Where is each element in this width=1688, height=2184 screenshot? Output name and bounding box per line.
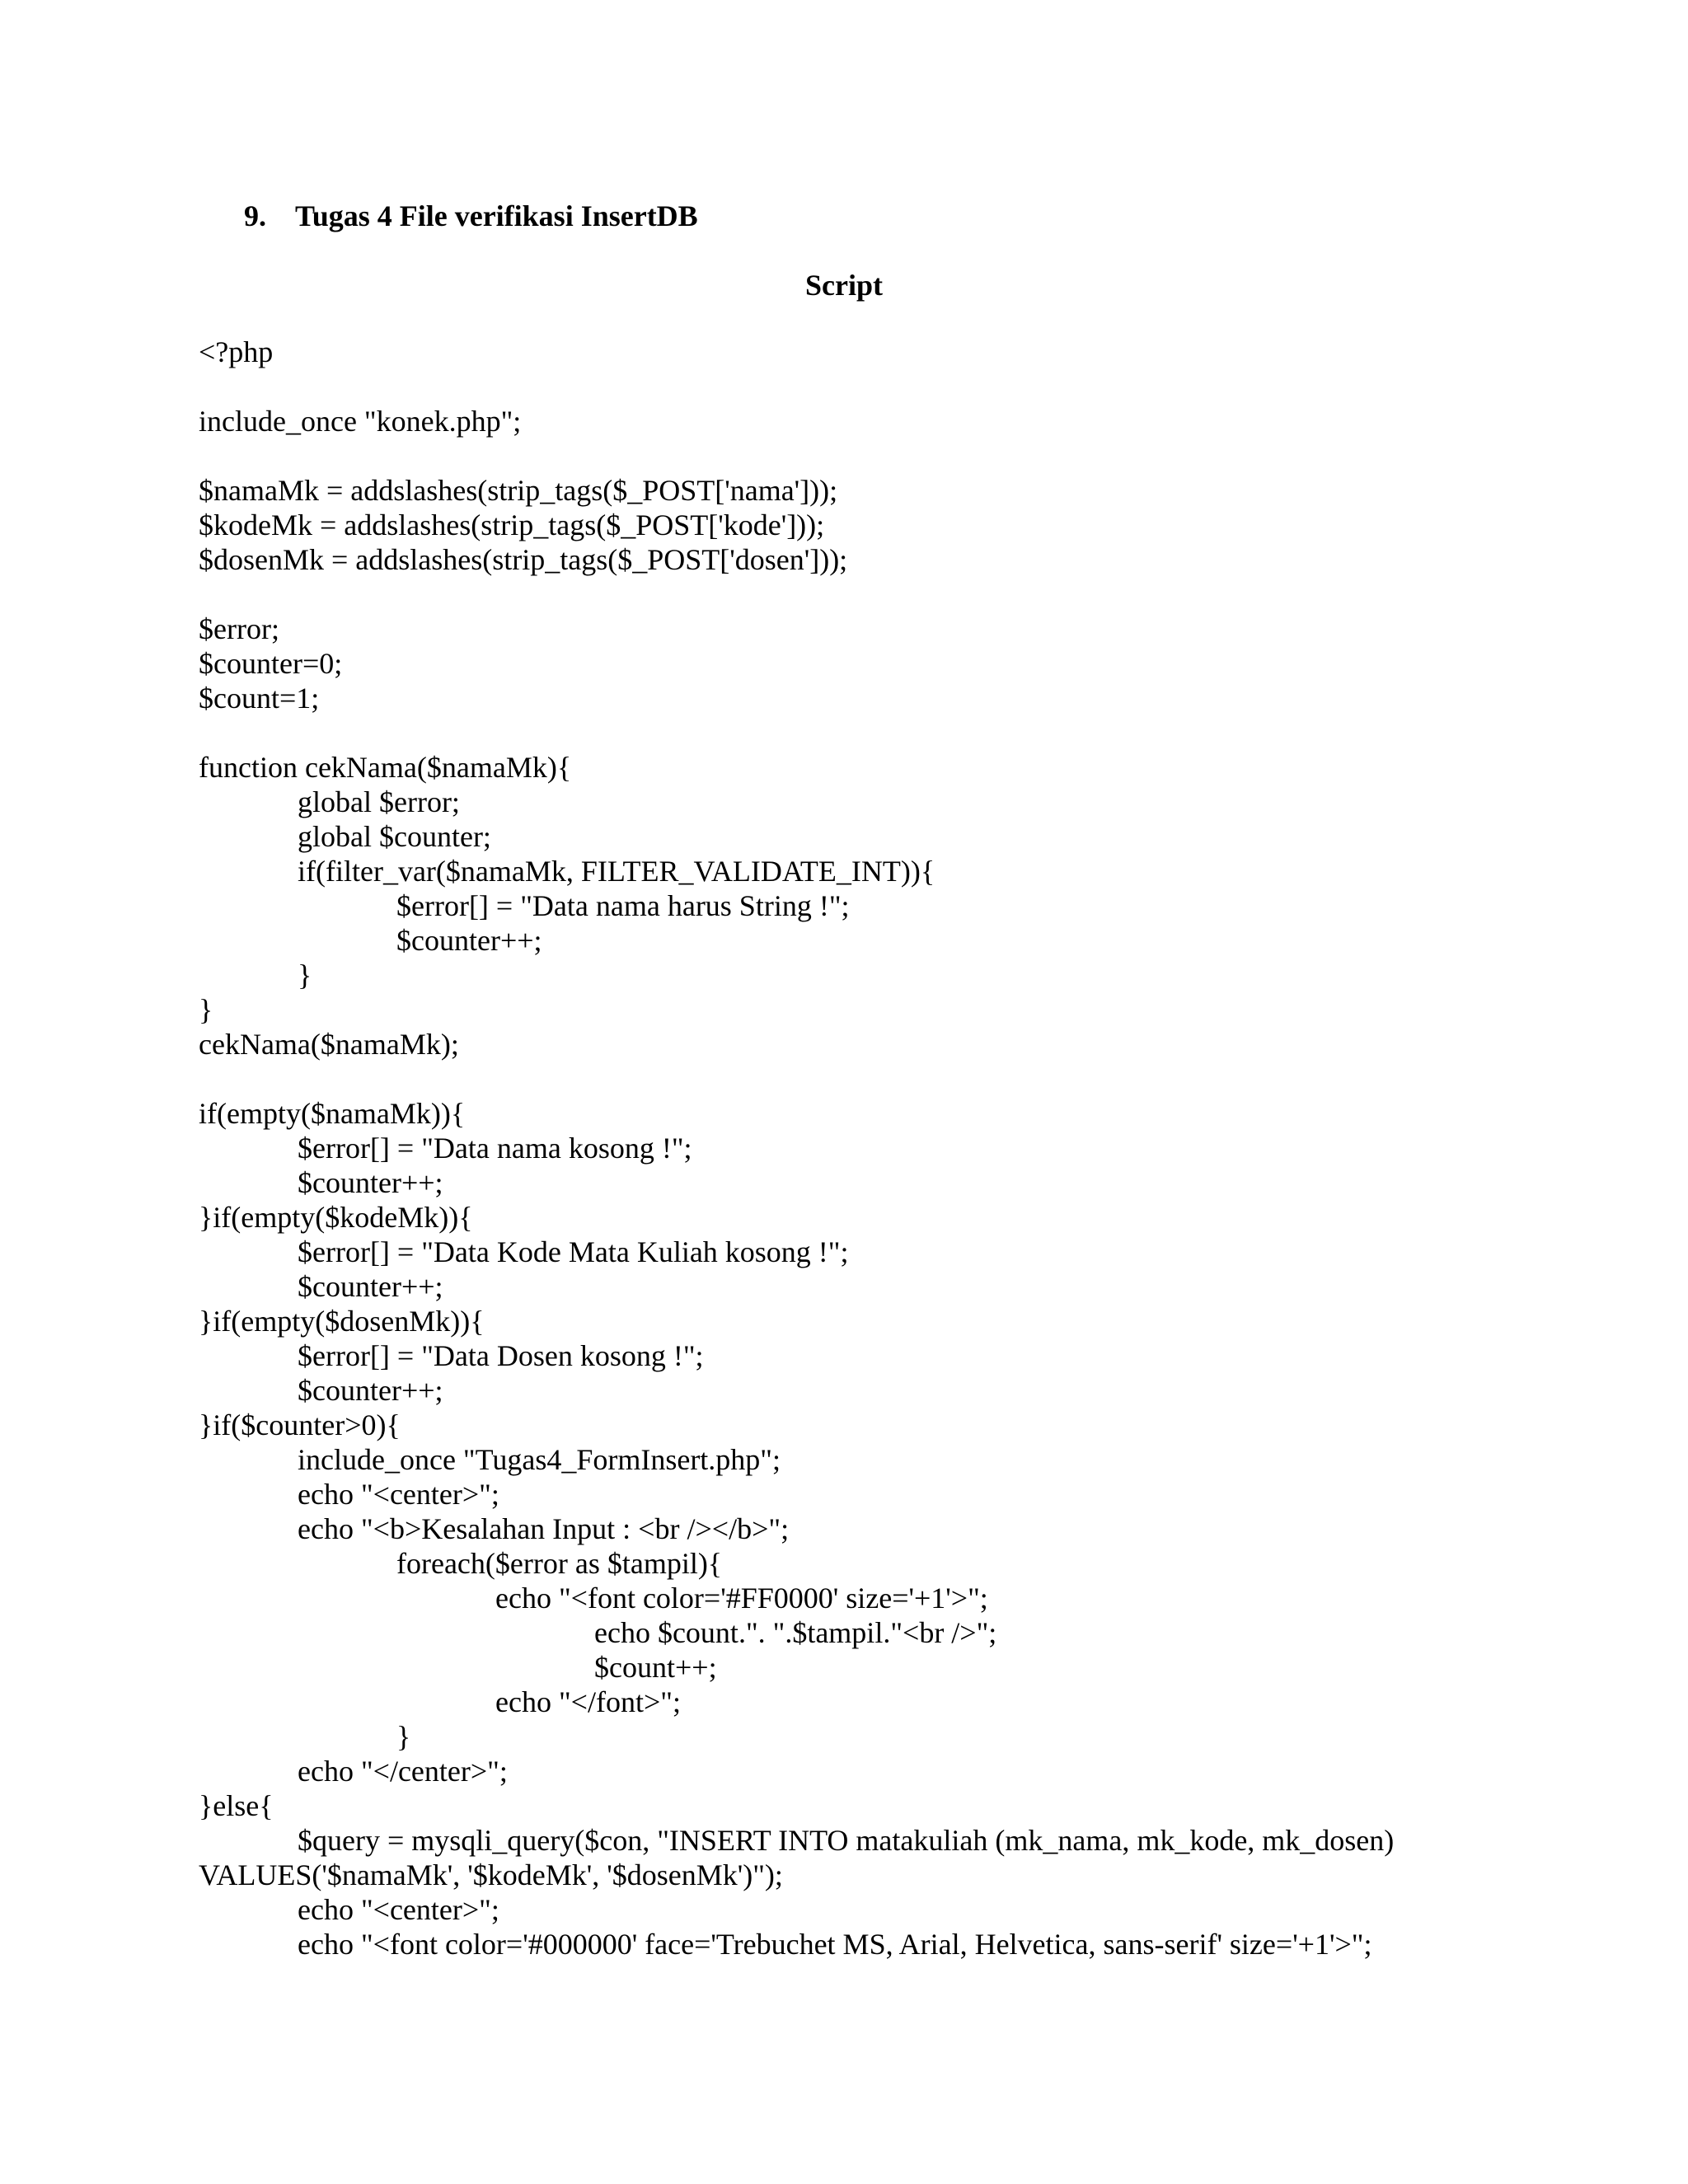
code-line: foreach($error as $tampil){ (396, 1547, 723, 1580)
code-line: $counter++; (298, 1270, 443, 1303)
code-line: global $error; (298, 785, 460, 818)
code-line: echo "<center>"; (298, 1893, 499, 1926)
code-line: global $counter; (298, 820, 491, 853)
code-line: $counter++; (396, 924, 542, 957)
code-line: include_once "Tugas4_FormInsert.php"; (298, 1443, 781, 1476)
blank-line (199, 577, 1600, 612)
script-subtitle: Script (805, 269, 883, 302)
code-line: $count++; (594, 1651, 717, 1684)
code-line: $counter=0; (199, 647, 343, 680)
code-line: $dosenMk = addslashes(strip_tags($_POST['dosen'])); (199, 543, 848, 576)
code-line: echo "</font>"; (495, 1685, 681, 1718)
code-line: cekNama($namaMk); (199, 1028, 459, 1061)
code-line: function cekNama($namaMk){ (199, 751, 572, 784)
code-line: $count=1; (199, 682, 320, 715)
code-line: echo "</center>"; (298, 1755, 508, 1788)
section-title: Tugas 4 File verifikasi InsertDB (295, 199, 698, 232)
code-line: $counter++; (298, 1374, 443, 1407)
code-line: echo $count.". ".$tampil."<br />"; (594, 1616, 997, 1649)
code-line: $query = mysqli_query($con, "INSERT INTO matakuliah (mk_nama, mk_kode, mk_dosen) (298, 1824, 1395, 1857)
section-heading (244, 196, 698, 236)
code-line: }if($counter>0){ (199, 1408, 401, 1441)
code-line: $error[] = "Data nama kosong !"; (298, 1132, 692, 1165)
code-line: echo "<font color='#FF0000' size='+1'>"; (495, 1582, 988, 1615)
code-line: }if(empty($dosenMk)){ (199, 1305, 485, 1338)
code-line: } (396, 1720, 411, 1753)
code-line: $counter++; (298, 1166, 443, 1199)
code-line: $error[] = "Data Kode Mata Kuliah kosong !"; (298, 1235, 849, 1268)
blank-line (199, 438, 1600, 473)
code-line: } (199, 993, 213, 1026)
code-line: $error; (199, 612, 279, 645)
code-line: if(filter_var($namaMk, FILTER_VALIDATE_INT)){ (298, 855, 935, 888)
code-line: echo "<b>Kesalahan Input : <br /></b>"; (298, 1512, 790, 1545)
section-number: 9. (244, 199, 266, 232)
code-line: if(empty($namaMk)){ (199, 1097, 466, 1130)
code-line: $error[] = "Data nama harus String !"; (396, 889, 850, 922)
blank-line (199, 369, 1600, 404)
blank-line (199, 715, 1600, 750)
code-line: include_once "konek.php"; (199, 405, 522, 438)
code-line: $error[] = "Data Dosen kosong !"; (298, 1339, 704, 1372)
code-line: }if(empty($kodeMk)){ (199, 1201, 473, 1234)
code-line: VALUES('$namaMk', '$kodeMk', '$dosenMk')"); (199, 1858, 783, 1891)
code-line: echo "<center>"; (298, 1478, 499, 1511)
code-line: $namaMk = addslashes(strip_tags($_POST['nama'])); (199, 474, 838, 507)
code-listing (199, 335, 1600, 1961)
code-line: <?php (199, 335, 274, 368)
blank-line (199, 1062, 1600, 1096)
code-line: } (298, 958, 312, 991)
code-line: }else{ (199, 1789, 274, 1822)
code-line: echo "<font color='#000000' face='Trebuchet MS, Arial, Helvetica, sans-serif' size='+1'>"; (298, 1928, 1372, 1961)
code-line: $kodeMk = addslashes(strip_tags($_POST['kode'])); (199, 509, 825, 541)
